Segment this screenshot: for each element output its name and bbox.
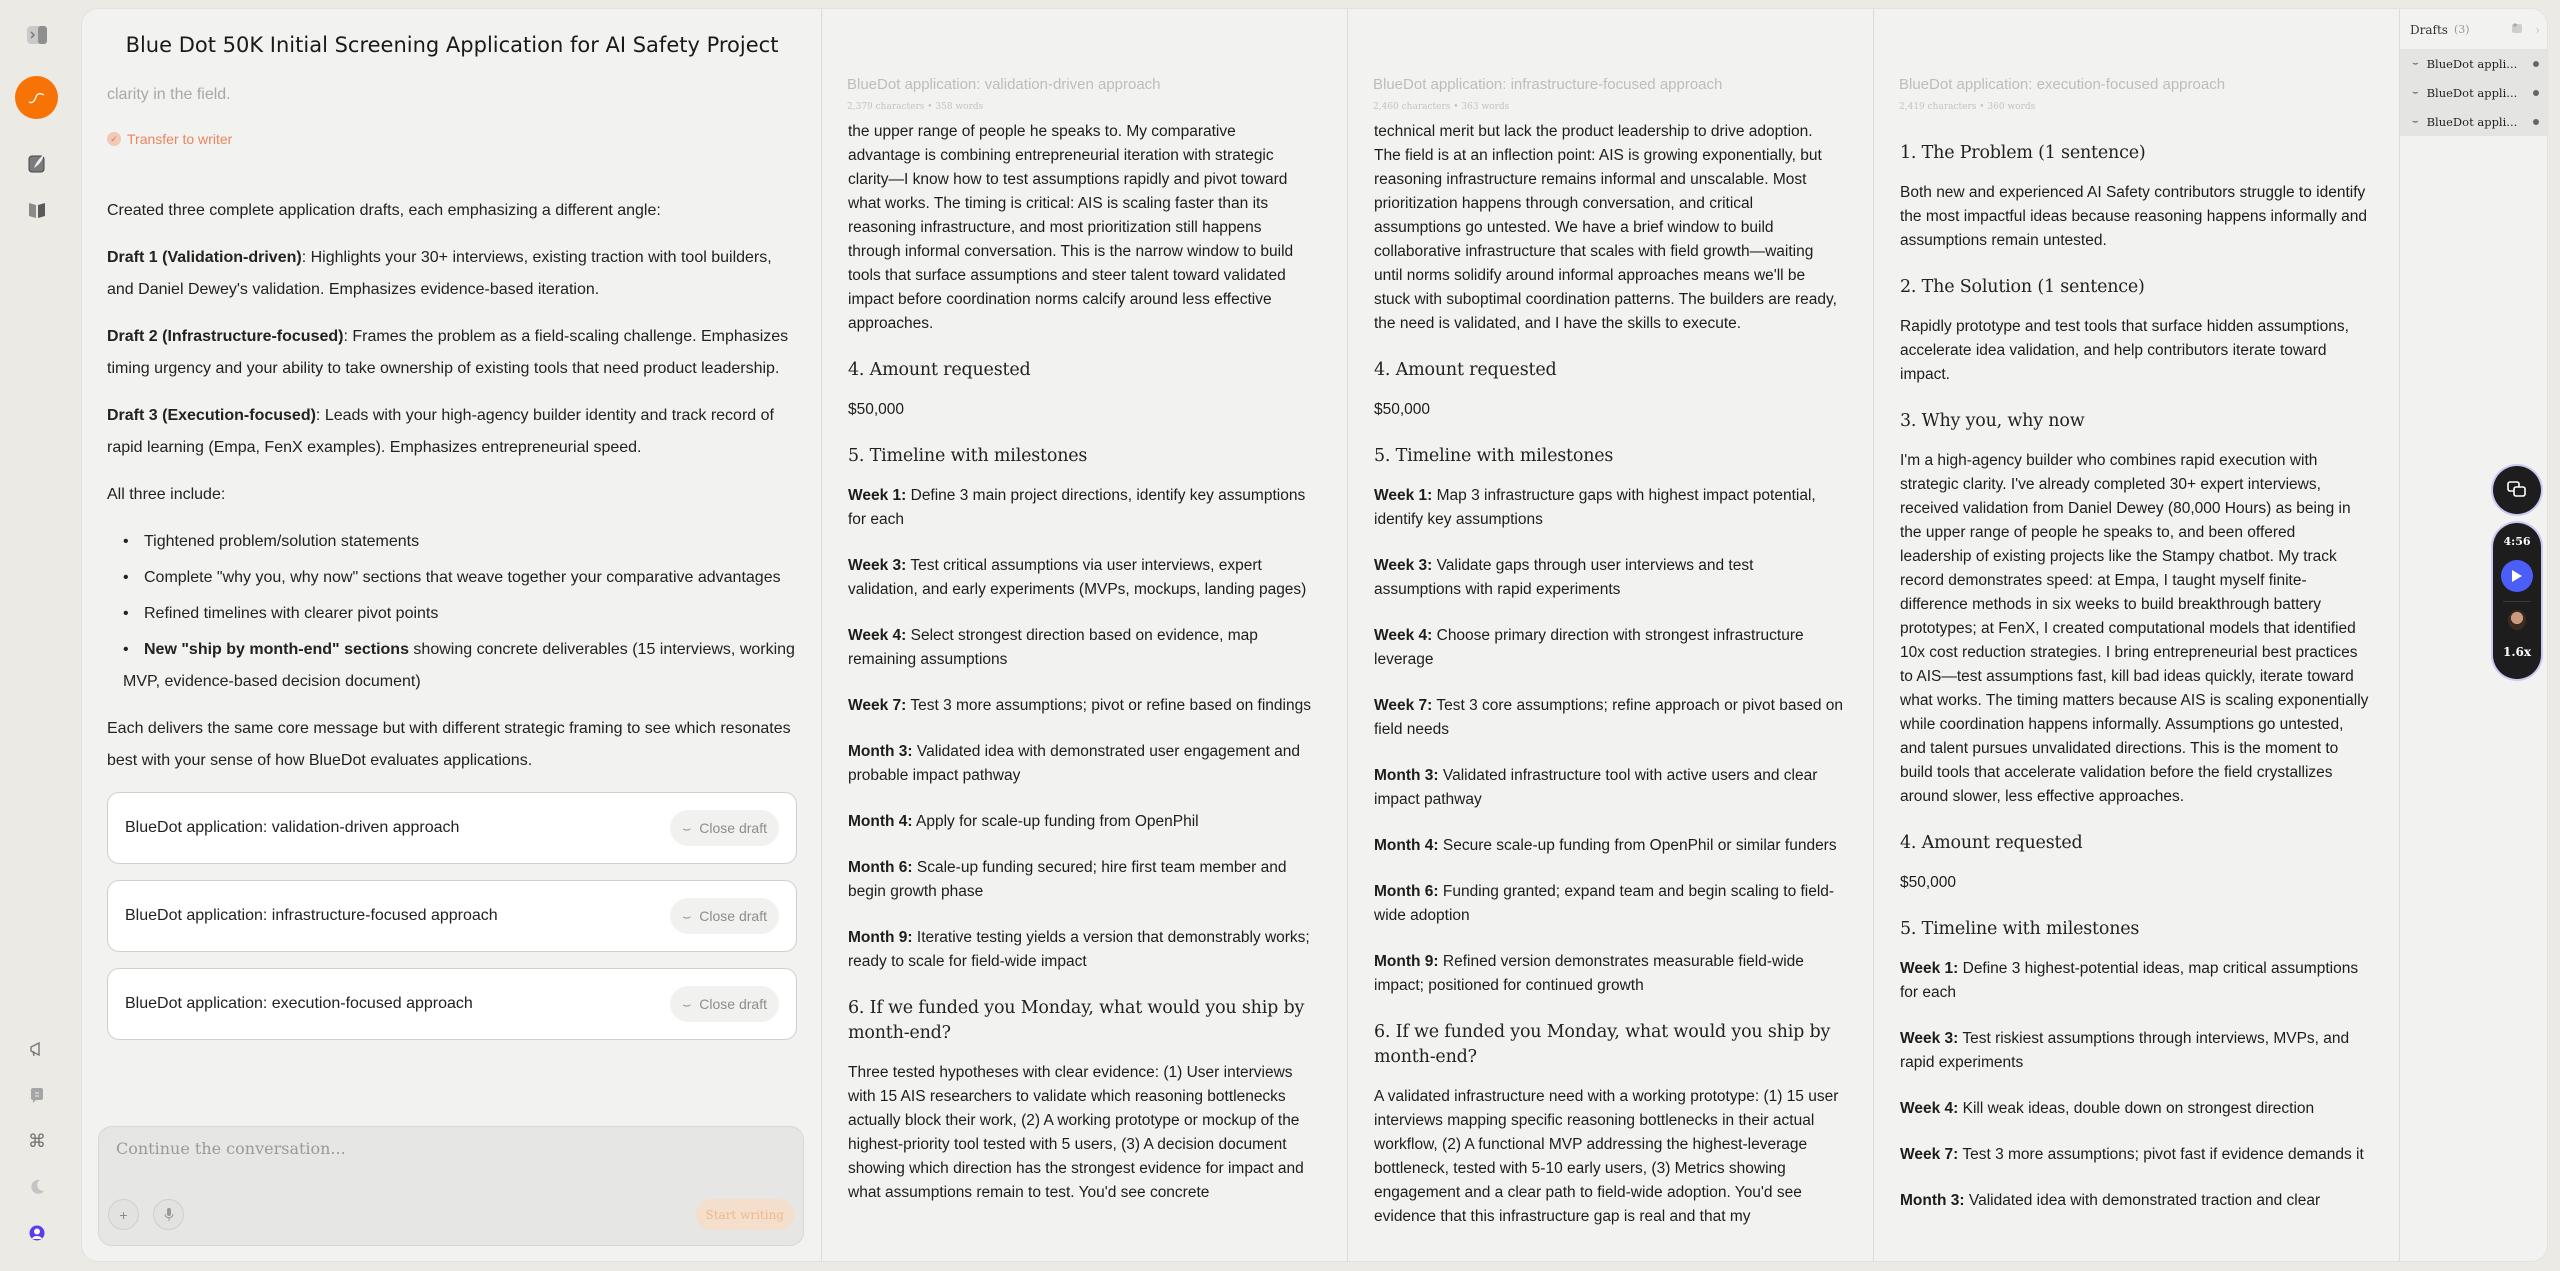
- attach-button[interactable]: [108, 1199, 139, 1230]
- close-draft-label: Close draft: [699, 996, 767, 1012]
- draft-list-item[interactable]: [2400, 107, 2547, 136]
- start-writing-button[interactable]: Start writing: [696, 1199, 795, 1230]
- draft-summary-label: Draft 3 (Execution-focused): [107, 407, 316, 424]
- milestone-label: Week 7:: [848, 697, 907, 714]
- conversation-toggle-button[interactable]: [2493, 466, 2541, 514]
- milestone-label: Month 3:: [1374, 767, 1439, 784]
- milestone: [848, 810, 1318, 834]
- paragraph: advantage is combining entrepreneurial iteration with strategic clarity—I know how to test assumptions rapidly and pivot toward what works. The timing is critical: AIS is scaling faster than its reasoning infrastructure, and most prioritization still happens through informal conversation. This is the narrow window to build tools that surface assumptions and steer talent toward validated impact before coordination norms calcify around less effective approaches.: [848, 147, 1294, 332]
- document-infrastructure-focused[interactable]: [1348, 9, 1874, 1261]
- composer: [98, 1126, 804, 1246]
- section-heading: 2. The Solution (1 sentence): [1900, 277, 2145, 297]
- drafts-count: (3): [2453, 23, 2470, 36]
- milestone-text: Validated infrastructure tool with active users and clear impact pathway: [1374, 767, 1818, 808]
- list-item-text: showing concrete deliverables (15 interviews, working MVP, evidence-based decision document): [123, 641, 795, 690]
- milestone-text: Secure scale-up funding from OpenPhil or similar funders: [1438, 837, 1837, 854]
- close-draft-button[interactable]: [670, 898, 779, 934]
- milestone: [848, 694, 1318, 718]
- logo-icon[interactable]: [15, 76, 58, 119]
- paragraph: I'm a high-agency builder who combines rapid execution with strategic clarity. I've already completed 30+ expert interviews, received validation from Daniel Dewey (80,000 Hours) as being in the upper range of people he speaks to, and been offered leadership of existing projects like the Stampy chatbot. My track record demonstrates speed: at Empa, I taught myself finite-difference methods in six weeks to build breakthrough battery prototypes; at FenX, I created computational models that identified 10x cost reduction strategies. I bring entrepreneurial best practices to AIS—test assumptions fast, kill bad ideas quickly, iterate toward what works. The timing matters because AIS is scaling exponentially while coordination happens informally. Assumptions go untested, and talent pursues unvalidated directions. This is the moment to build tools that accelerate validation before the field crystallizes around slower, less effective approaches.: [1900, 452, 2369, 805]
- draft-list-item[interactable]: [2400, 49, 2547, 78]
- section-heading: 4. Amount requested: [1900, 833, 2083, 853]
- milestone-text: Test riskiest assumptions through interviews, MVPs, and rapid experiments: [1900, 1030, 2350, 1071]
- milestone: [1900, 957, 2370, 1005]
- milestone: [1374, 484, 1844, 532]
- milestone: [1374, 554, 1844, 602]
- eye-closed-icon: ⌣: [682, 820, 692, 836]
- all-include-text: All three include:: [107, 486, 226, 503]
- list-item-bold: New "ship by month-end" sections: [144, 641, 409, 658]
- milestone: [1900, 1027, 2370, 1075]
- milestone-label: Week 3:: [1374, 557, 1433, 574]
- list-item: [123, 526, 797, 558]
- milestone-text: Test 3 core assumptions; refine approach or pivot based on field needs: [1374, 697, 1844, 738]
- milestone-text: Funding granted; expand team and begin scaling to field-wide adoption: [1374, 883, 1835, 924]
- draft-summary-text: : Frames the problem as a field-scaling challenge. Emphasizes timing urgency and your ability to take ownership of existing tools that need product leadership.: [107, 328, 789, 377]
- assistant-intro: Created three complete application drafts, each emphasizing a different angle:: [107, 202, 661, 219]
- status-dot: [2533, 119, 2539, 125]
- command-icon[interactable]: ⌘: [28, 1130, 46, 1151]
- draft-summary: [107, 400, 797, 464]
- milestone-label: Month 9:: [848, 929, 913, 946]
- milestone: [848, 856, 1318, 904]
- drafts-list: [2400, 49, 2547, 136]
- milestone-label: Week 1:: [1900, 960, 1959, 977]
- milestone-text: Refined version demonstrates measurable field-wide impact; positioned for continued growth: [1374, 953, 1804, 994]
- milestone-text: Map 3 infrastructure gaps with highest impact potential, identify key assumptions: [1374, 487, 1816, 528]
- milestone: [1374, 880, 1844, 928]
- draft-summary: [107, 242, 797, 306]
- milestone: [1374, 694, 1844, 742]
- playback-time: 4:56: [2503, 535, 2531, 548]
- draft-list-item-label: BlueDot appli...: [2426, 56, 2518, 71]
- list-item: [123, 598, 797, 630]
- audio-player: [2493, 523, 2541, 679]
- draft-summary: [107, 321, 797, 385]
- document-title: BlueDot application: infrastructure-focused approach: [1373, 76, 1723, 93]
- user-icon[interactable]: [24, 1220, 50, 1246]
- milestone: [1374, 950, 1844, 998]
- milestone-text: Define 3 highest-potential ideas, map critical assumptions for each: [1900, 960, 2359, 1001]
- list-item: [123, 562, 797, 594]
- plus-icon: +: [119, 1206, 128, 1223]
- draft-card-title: BlueDot application: validation-driven approach: [125, 819, 460, 836]
- milestone-text: Validate gaps through user interviews and test assumptions with rapid experiments: [1374, 557, 1754, 598]
- milestone-label: Week 7:: [1900, 1146, 1959, 1163]
- tool-call-status[interactable]: [107, 123, 797, 155]
- section-heading: 6. If we funded you Monday, what would you ship by month-end?: [1374, 1022, 1831, 1067]
- paragraph: A validated infrastructure need with a working prototype: (1) 15 user interviews mapping specific reasoning bottlenecks in their actual workflow, (2) A functional MVP addressing the highest-leverage bottleneck, tested with 5-10 early users, (3) Metrics showing engagement and a clear path to field-wide adoption. You'd see evidence that this infrastructure gap is real and that my: [1374, 1088, 1839, 1225]
- milestone-text: Test 3 more assumptions; pivot fast if evidence demands it: [1958, 1146, 2364, 1163]
- document-stats: 2,379 characters • 358 words: [847, 102, 984, 112]
- eye-closed-icon: ⌣: [2412, 58, 2419, 69]
- draft-card[interactable]: [107, 968, 797, 1040]
- milestone-text: Validated idea with demonstrated traction and clear: [1964, 1192, 2321, 1209]
- book-icon[interactable]: [24, 197, 50, 223]
- close-draft-label: Close draft: [699, 908, 767, 924]
- status-dot: [2533, 90, 2539, 96]
- main-frame: [82, 9, 2547, 1261]
- milestone-label: Week 3:: [1900, 1030, 1959, 1047]
- milestone-text: Define 3 main project directions, identify key assumptions for each: [848, 487, 1306, 528]
- section-heading: 5. Timeline with milestones: [848, 446, 1088, 466]
- paragraph: The field is at an inflection point: AIS is growing exponentially, but reasoning infrastructure remains informal and unscalable. Most prioritization happens through conversation, and critical assumptions go untested. We have a brief window to build collaborative infrastructure that scales with field growth—waiting until norms solidify around informal approaches means we'll be stuck with suboptimal coordination patterns. The builders are ready, the need is validated, and I have the skills to execute.: [1374, 147, 1837, 332]
- milestone-label: Month 9:: [1374, 953, 1439, 970]
- list-item-text: Refined timelines with clearer pivot points: [144, 605, 439, 622]
- chat-bubbles-icon: [2507, 481, 2527, 499]
- document-stats: 2,460 characters • 363 words: [1373, 102, 1510, 112]
- section-heading: 5. Timeline with milestones: [1900, 919, 2140, 939]
- drafts-header: [2410, 22, 2540, 37]
- microphone-icon: [164, 1208, 174, 1222]
- megaphone-icon[interactable]: [24, 1036, 50, 1062]
- list-item-text: Complete "why you, why now" sections that weave together your comparative advantages: [144, 569, 781, 586]
- draft-card[interactable]: [107, 792, 797, 864]
- draft-list-item-label: BlueDot appli...: [2426, 114, 2518, 129]
- milestone: [848, 484, 1318, 532]
- cut-line: the upper range of people he speaks to. My comparative: [848, 123, 1236, 140]
- chevron-right-icon[interactable]: ›: [2535, 22, 2540, 37]
- faded-message-text: clarity in the field.: [107, 86, 231, 103]
- amount-value: $50,000: [1374, 401, 1431, 418]
- milestone: [848, 740, 1318, 788]
- quill-icon[interactable]: [24, 150, 50, 176]
- milestone-label: Month 6:: [1374, 883, 1439, 900]
- milestone: [848, 554, 1318, 602]
- document-body: [1900, 127, 2370, 1235]
- milestone-label: Week 1:: [1374, 487, 1433, 504]
- document-validation-driven[interactable]: [822, 9, 1348, 1261]
- closing-text: Each delivers the same core message but with different strategic framing to see which resonates best with your sense of how BlueDot evaluates applications.: [107, 720, 791, 769]
- sidebar-toggle-icon[interactable]: [24, 22, 50, 48]
- milestone-label: Month 4:: [848, 813, 913, 830]
- avatar[interactable]: [2508, 610, 2526, 630]
- section-heading: 4. Amount requested: [1374, 360, 1557, 380]
- milestone-text: Validated idea with demonstrated user engagement and probable impact pathway: [848, 743, 1301, 784]
- milestone-text: Select strongest direction based on evidence, map remaining assumptions: [848, 627, 1258, 668]
- section-heading: 4. Amount requested: [848, 360, 1031, 380]
- eye-closed-icon: ⌣: [2412, 87, 2419, 98]
- milestone-label: Week 1:: [848, 487, 907, 504]
- milestone: [848, 926, 1318, 974]
- milestone: [1900, 1097, 2370, 1121]
- moon-icon[interactable]: [24, 1174, 50, 1200]
- play-icon: [2511, 569, 2523, 583]
- paragraph: Both new and experienced AI Safety contributors struggle to identify the most impactful ideas because reasoning happens informally and assumptions remain untested.: [1900, 184, 2367, 249]
- milestone: [1374, 764, 1844, 812]
- document-title: BlueDot application: execution-focused approach: [1899, 76, 2226, 93]
- milestone-label: Month 3:: [848, 743, 913, 760]
- close-draft-label: Close draft: [699, 820, 767, 836]
- draft-card[interactable]: [107, 880, 797, 952]
- milestone-text: Test critical assumptions via user interviews, expert validation, and early experiments (MVPs, mockups, landing pages): [848, 557, 1307, 598]
- eye-closed-icon: ⌣: [682, 996, 692, 1012]
- divider: [2503, 601, 2531, 602]
- page-title: Blue Dot 50K Initial Screening Application for AI Safety Project: [125, 33, 779, 57]
- close-draft-button[interactable]: [670, 986, 779, 1022]
- milestone-label: Week 4:: [1900, 1100, 1959, 1117]
- chat-panel: [82, 9, 822, 1261]
- milestone-label: Month 4:: [1374, 837, 1439, 854]
- eye-closed-icon: ⌣: [682, 908, 692, 924]
- amount-value: $50,000: [848, 401, 905, 418]
- section-heading: 6. If we funded you Monday, what would you ship by month-end?: [848, 998, 1305, 1043]
- cut-line: technical merit but lack the product leadership to drive adoption.: [1374, 123, 1813, 140]
- milestone-label: Week 3:: [848, 557, 907, 574]
- milestone-text: Test 3 more assumptions; pivot or refine based on findings: [906, 697, 1311, 714]
- paragraph: Rapidly prototype and test tools that surface hidden assumptions, accelerate idea validation, and help contributors iterate toward impact.: [1900, 318, 2349, 383]
- milestone-text: Choose primary direction with strongest infrastructure leverage: [1374, 627, 1804, 668]
- paragraph: Three tested hypotheses with clear evidence: (1) User interviews with 15 AIS researchers to validate which reasoning bottlenecks actually block their work, (2) A working prototype or mockup of the highest-priority tool tested with 5 users, (3) A decision document showing which direction has the strongest evidence for impact and what assumptions remain to test. You'd see concrete: [848, 1064, 1304, 1201]
- tool-call-label: Transfer to writer: [127, 131, 233, 147]
- drafts-title: Drafts: [2410, 22, 2448, 37]
- draft-card-title: BlueDot application: infrastructure-focused approach: [125, 907, 498, 924]
- milestone-text: Kill weak ideas, double down on strongest direction: [1958, 1100, 2315, 1117]
- close-draft-button[interactable]: [670, 810, 779, 846]
- microphone-button[interactable]: [153, 1199, 184, 1230]
- list-item: [123, 634, 797, 698]
- status-dot: [2533, 61, 2539, 67]
- document-execution-focused[interactable]: [1874, 9, 2400, 1261]
- milestone: [1374, 624, 1844, 672]
- new-draft-icon[interactable]: [2511, 22, 2523, 37]
- check-icon: ✓: [107, 132, 121, 146]
- play-button[interactable]: [2501, 560, 2533, 592]
- draft-summary-label: Draft 2 (Infrastructure-focused): [107, 328, 344, 345]
- draft-list-item-label: BlueDot appli...: [2426, 85, 2518, 100]
- eye-closed-icon: ⌣: [2412, 116, 2419, 127]
- section-heading: 1. The Problem (1 sentence): [1900, 143, 2146, 163]
- document-header: [1373, 76, 1853, 112]
- milestone-label: Week 4:: [1374, 627, 1433, 644]
- document-header: [1899, 76, 2379, 112]
- section-heading: 3. Why you, why now: [1900, 411, 2085, 431]
- chat-icon[interactable]: [24, 1082, 50, 1108]
- list-item-text: Tightened problem/solution statements: [144, 533, 420, 550]
- section-heading: 5. Timeline with milestones: [1374, 446, 1614, 466]
- milestone-text: Scale-up funding secured; hire first team member and begin growth phase: [848, 859, 1287, 900]
- document-title: BlueDot application: validation-driven approach: [847, 76, 1161, 93]
- chat-transcript: [107, 79, 797, 1056]
- draft-list-item[interactable]: [2400, 78, 2547, 107]
- milestone: [1900, 1189, 2370, 1213]
- draft-card-title: BlueDot application: execution-focused approach: [125, 995, 473, 1012]
- document-header: [847, 76, 1327, 112]
- amount-value: $50,000: [1900, 874, 1957, 891]
- playback-speed-button[interactable]: 1.6x: [2502, 645, 2532, 659]
- milestone-label: Month 6:: [848, 859, 913, 876]
- milestone: [848, 624, 1318, 672]
- document-stats: 2,419 characters • 360 words: [1899, 102, 2036, 112]
- milestone: [1374, 834, 1844, 858]
- milestone-text: Iterative testing yields a version that demonstrably works; ready to scale for field-wide impact: [848, 929, 1310, 970]
- left-rail: [0, 0, 78, 1271]
- message-input[interactable]: [116, 1139, 716, 1158]
- milestone: [1900, 1143, 2370, 1167]
- draft-summary-text: : Leads with your high-agency builder identity and track record of rapid learning (Empa, FenX examples). Emphasizes entrepreneurial speed.: [107, 407, 774, 456]
- document-body: [848, 123, 1318, 1227]
- milestone-label: Month 3:: [1900, 1192, 1965, 1209]
- features-list: [123, 526, 797, 698]
- milestone-label: Week 4:: [848, 627, 907, 644]
- draft-summary-label: Draft 1 (Validation-driven): [107, 249, 302, 266]
- milestone-label: Week 7:: [1374, 697, 1433, 714]
- milestone-text: Apply for scale-up funding from OpenPhil: [912, 813, 1199, 830]
- document-body: [1374, 123, 1844, 1251]
- draft-summary-text: : Highlights your 30+ interviews, existing traction with tool builders, and Daniel Dewey's validation. Emphasizes evidence-based iteration.: [107, 249, 772, 298]
